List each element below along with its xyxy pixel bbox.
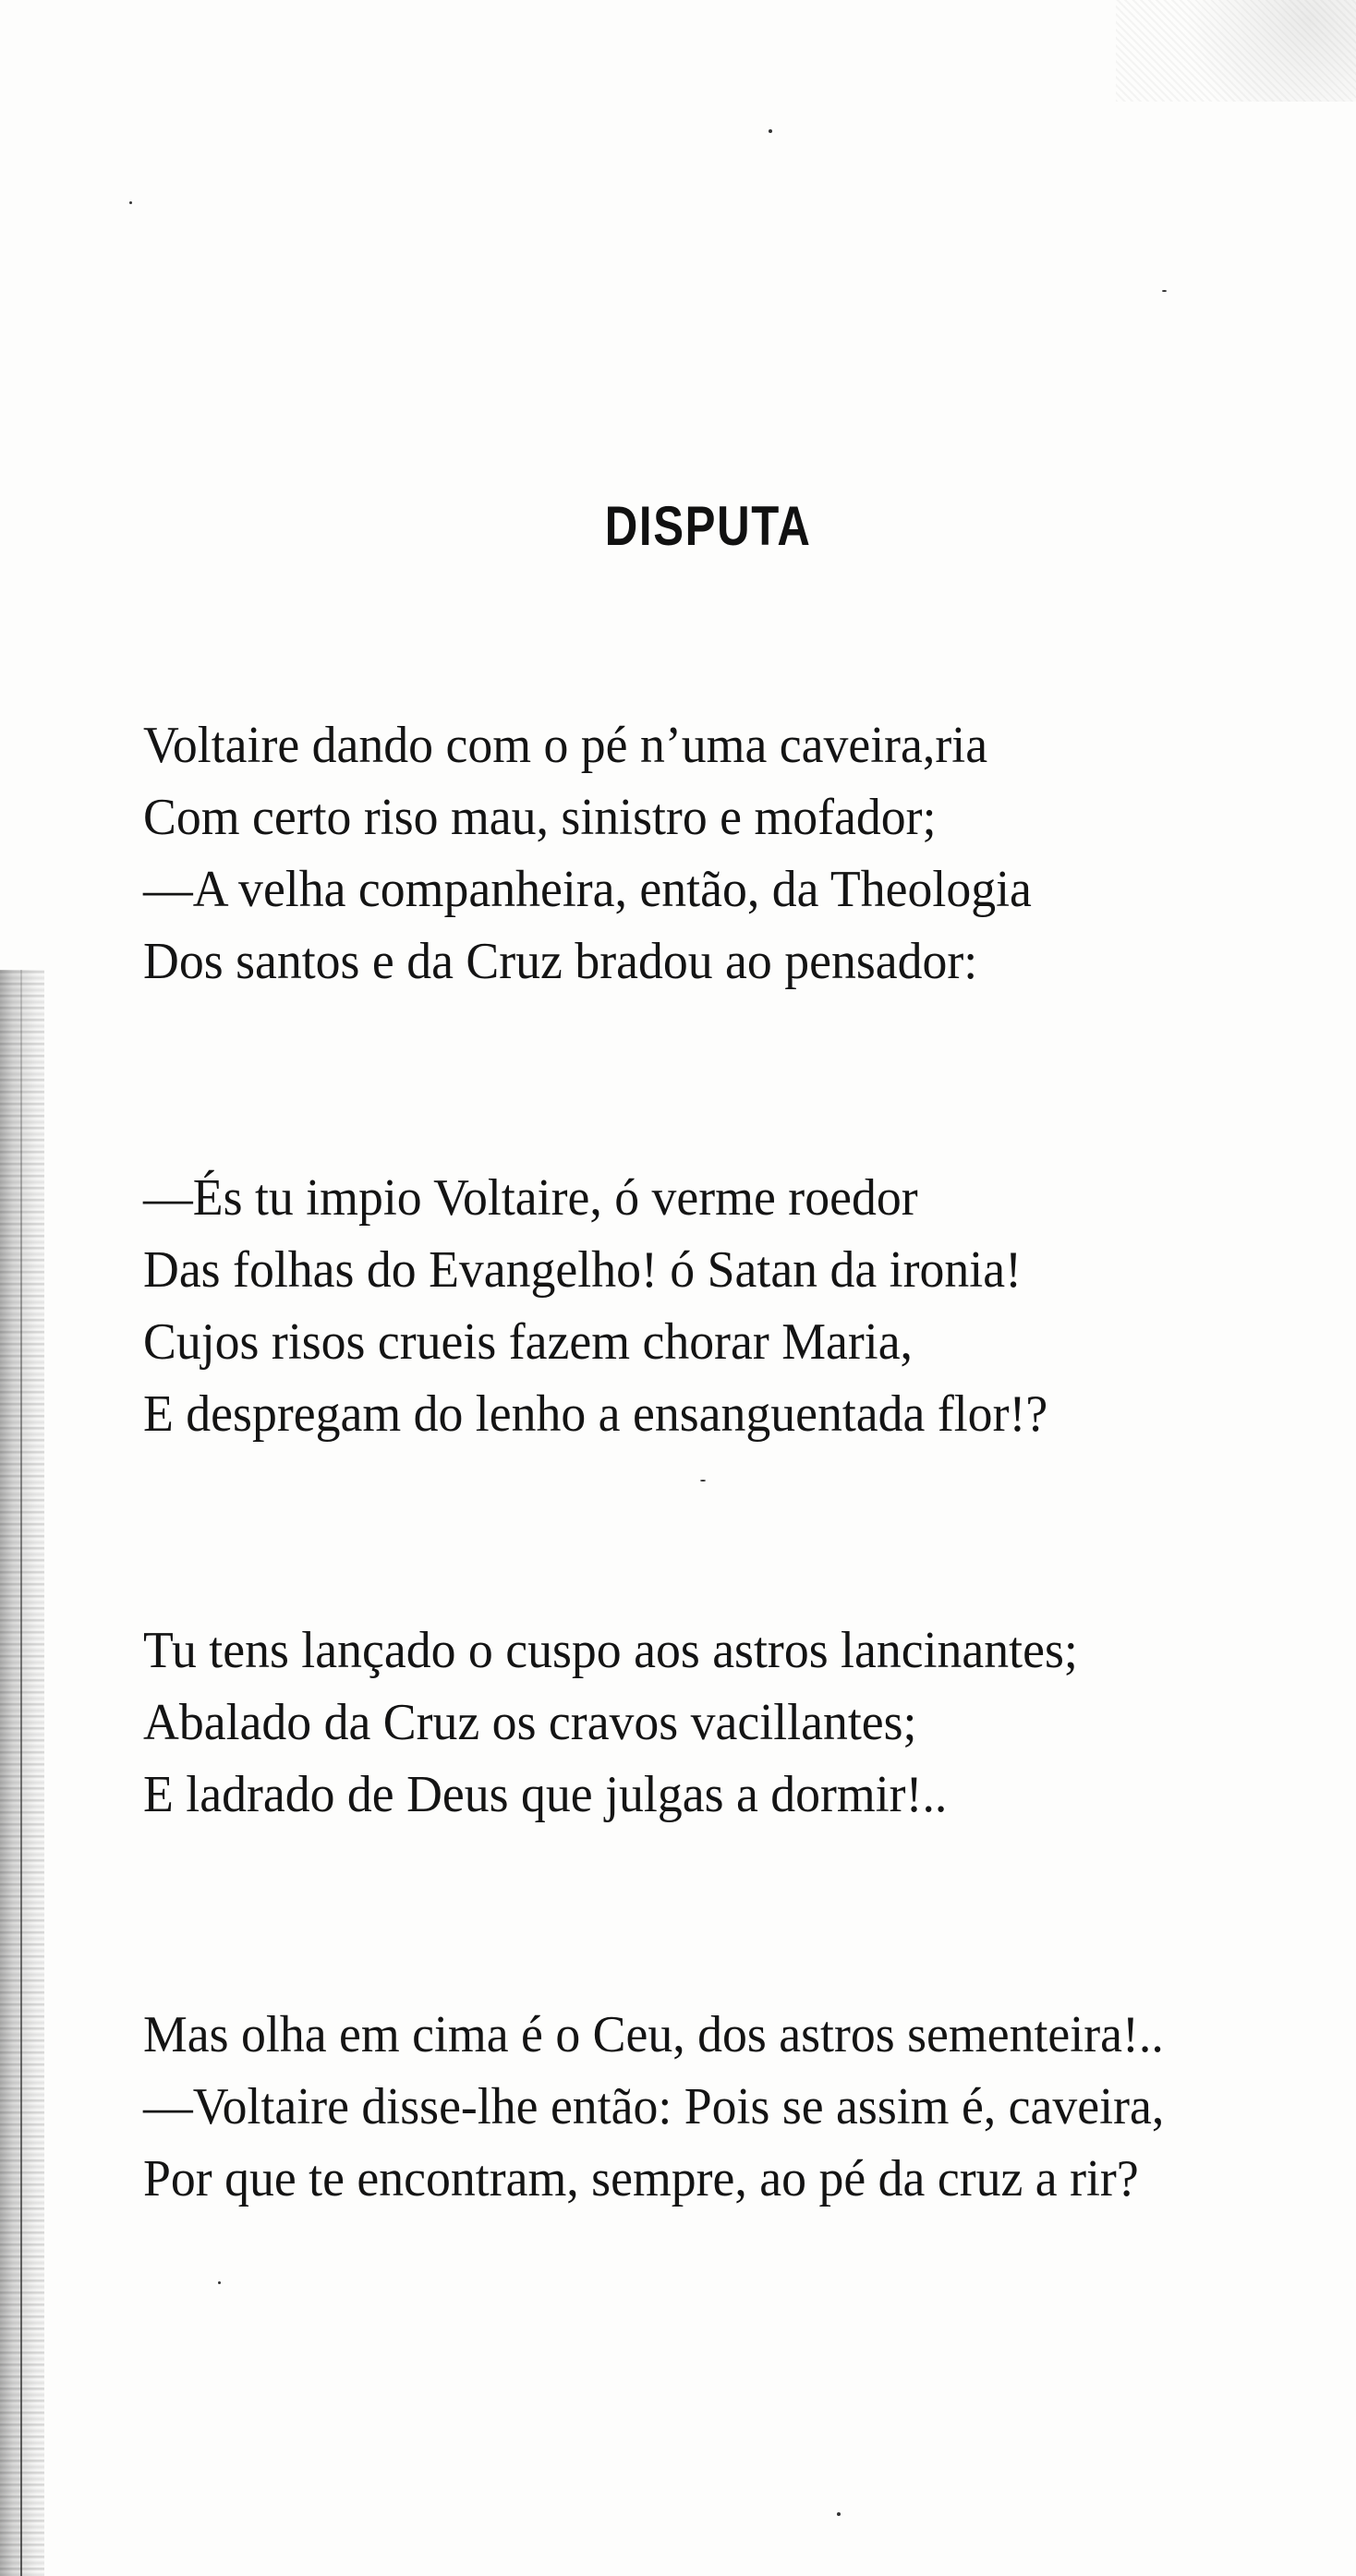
stanza-2 [143,1162,1307,1450]
poem-line: Das folhas do Evangelho! ó Satan da ironia! [143,1241,1022,1299]
stanza-1 [143,709,1307,998]
poem-line: Tu tens lançado o cuspo aos astros lancinantes; [143,1622,1078,1679]
ink-speck [769,129,772,133]
ink-speck [1162,290,1167,292]
ink-speck [837,2512,841,2516]
stanza-4 [143,1999,1307,2215]
poem-line: —És tu impio Voltaire, ó verme roedor [143,1169,918,1227]
poem-line: E ladrado de Deus que julgas a dormir!.. [143,1766,948,1823]
poem-line: Por que te encontram, sempre, ao pé da cruz a rir? [143,2150,1139,2207]
poem-line: Com certo riso mau, sinistro e mofador; [143,789,937,846]
poem-line: Cujos risos crueis fazem chorar Maria, [143,1313,913,1371]
ink-speck [129,201,132,204]
poem-line: —Voltaire disse-lhe então: Pois se assim é, caveira, [143,2078,1165,2135]
ink-speck [218,2281,221,2284]
ink-speck [700,1480,706,1482]
page-binding-edge [0,970,44,2576]
page-binding-line [20,970,22,2576]
poem-line: Mas olha em cima é o Ceu, dos astros sementeira!.. [143,2006,1164,2063]
poem-line: Abalado da Cruz os cravos vacillantes; [143,1694,917,1751]
poem-line: Voltaire dando com o pé n’uma caveira,ria [143,717,988,774]
page-corner-wear [1116,0,1356,102]
poem-line: —A velha companheira, então, da Theologia [143,861,1032,918]
poem-title: DISPUTA [604,495,812,558]
stanza-3 [143,1615,1307,1831]
poem-line: Dos santos e da Cruz bradou ao pensador: [143,933,978,990]
poem-line: E despregam do lenho a ensanguentada flor!? [143,1385,1048,1443]
